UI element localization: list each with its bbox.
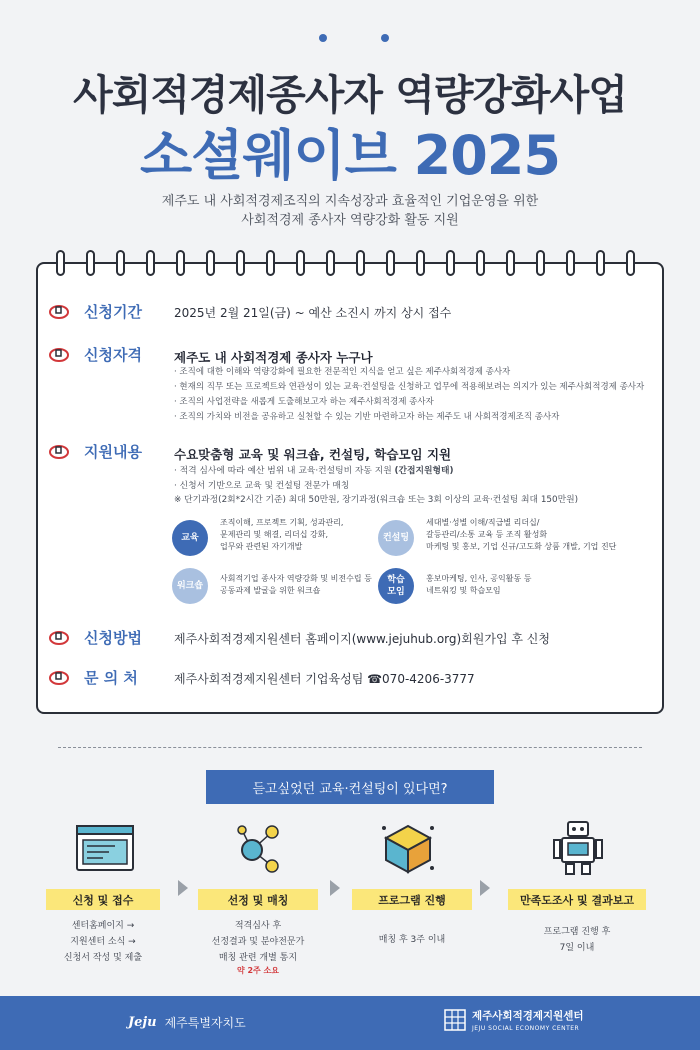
binder-ring <box>176 250 185 276</box>
jeju-sec-logo: 제주사회적경제지원센터 JEJU SOCIAL ECONOMY CENTER <box>444 1008 584 1032</box>
category-study-group-desc: 홍보마케팅, 인사, 공익활동 등 네트워킹 및 학습모임 <box>426 574 532 595</box>
category-study-group-badge: 학습 모임 <box>378 568 414 604</box>
category-education-badge: 교육 <box>172 520 208 556</box>
category-workshop-desc: 사회적기업 종사자 역량강화 및 비전수립 등 공동과제 발굴을 위한 워크숍 <box>220 574 372 595</box>
binder-ring <box>506 250 515 276</box>
dot-left <box>319 34 327 42</box>
binder-ring <box>86 250 95 276</box>
binder-ring <box>626 250 635 276</box>
binder-ring <box>476 250 485 276</box>
robot-icon <box>548 818 608 878</box>
contact-label: 문 의 처 <box>84 669 138 687</box>
binder-ring <box>206 250 215 276</box>
list-item: · 조직의 가치와 비전을 공유하고 실천할 수 있는 기반 마련하고자 하는 제주도 내 사회적경제조직 종사자 <box>174 410 654 425</box>
eligibility-list <box>174 365 654 425</box>
binder-ring <box>266 250 275 276</box>
contact-text: 제주사회적경제지원센터 기업육성팀 ☎070-4206-3777 <box>174 672 475 686</box>
browser-window-icon <box>75 818 135 878</box>
center-logo-icon <box>444 1009 466 1031</box>
network-nodes-icon <box>230 818 290 878</box>
page-title: 사회적경제종사자 역량강화사업 <box>73 71 627 119</box>
paperclip-icon <box>48 304 70 320</box>
paperclip-icon <box>48 670 70 686</box>
binder-ring <box>296 250 305 276</box>
cube-icon <box>378 818 438 878</box>
footer <box>0 996 700 1050</box>
binder-ring <box>386 250 395 276</box>
support-label: 지원내용 <box>84 443 142 461</box>
binder-ring <box>326 250 335 276</box>
step-apply-desc: 센터홈페이지 → 지원센터 소식 → 신청서 작성 및 제출 <box>63 921 143 963</box>
binder-ring <box>566 250 575 276</box>
step-report-desc: 프로그램 진행 후 7일 이내 <box>543 927 611 953</box>
decorative-dots <box>0 34 700 46</box>
category-consulting-badge: 컨설팅 <box>378 520 414 556</box>
binder-ring <box>236 250 245 276</box>
binder-rings <box>56 250 646 278</box>
info-card <box>36 262 664 714</box>
step-match-desc: 적격심사 후 선정결과 및 분야전문가 매칭 관련 개별 통지 <box>211 921 305 963</box>
binder-ring <box>356 250 365 276</box>
category-education-desc: 조직이해, 프로젝트 기획, 성과관리, 문제관리 및 해결, 리더십 강화, 업무와 관련된 자기개발 <box>220 518 344 551</box>
page-title-brand: 소셜웨이브 2025 <box>140 124 560 187</box>
step-arrow <box>178 880 188 896</box>
category-consulting-desc: 세대별·성별 이해/직급별 리더십/ 갈등관리/소통 교육 등 조직 활성화 마케팅 및 홍보, 기업 신규/고도화 상품 개발, 기업 진단 <box>426 518 617 551</box>
section-divider <box>58 747 642 748</box>
jeju-province-logo: Jeju 제주특별자치도 <box>128 1015 246 1030</box>
category-workshop-badge: 워크숍 <box>172 568 208 604</box>
step-match-duration: 약 2주 소요 <box>236 966 280 975</box>
step-report-label: 만족도조사 및 결과보고 <box>508 889 646 910</box>
period-label: 신청기간 <box>84 303 142 321</box>
paperclip-icon <box>48 444 70 460</box>
list-item: · 신청서 기반으로 교육 및 컨설팅 전문가 매칭 <box>174 479 654 494</box>
binder-ring <box>536 250 545 276</box>
binder-ring <box>446 250 455 276</box>
step-arrow <box>480 880 490 896</box>
support-note: ※ 단기과정(2회*2시간 기준) 최대 50만원, 장기과정(워크숍 또는 3회 이상의 교육·컨설팅 최대 150만원) <box>174 495 579 505</box>
binder-ring <box>56 250 65 276</box>
method-text: 제주사회적경제지원센터 홈페이지(www.jejuhub.org)회원가입 후 신청 <box>174 632 550 646</box>
list-item: · 조직의 사업전략을 새롭게 도출해보고자 하는 제주사회적경제 종사자 <box>174 395 654 410</box>
step-program-label: 프로그램 진행 <box>352 889 472 910</box>
step-program-desc: 매칭 후 3주 이내 <box>378 935 446 945</box>
page-subtitle: 제주도 내 사회적경제조직의 지속성장과 효율적인 기업운영을 위한 사회적경제 종사자 역량강화 활동 지원 <box>161 194 539 228</box>
step-arrow <box>330 880 340 896</box>
eligibility-headline: 제주도 내 사회적경제 종사자 누구나 <box>174 350 373 365</box>
paperclip-icon <box>48 630 70 646</box>
binder-ring <box>416 250 425 276</box>
binder-ring <box>596 250 605 276</box>
process-banner: 듣고싶었던 교육·컨설팅이 있다면? <box>206 770 494 804</box>
step-match-label: 선정 및 매칭 <box>198 889 318 910</box>
period-text: 2025년 2월 21일(금) ~ 예산 소진시 까지 상시 접수 <box>174 306 452 320</box>
list-item: · 조직에 대한 이해와 역량강화에 필요한 전문적인 지식을 얻고 싶은 제주사회적경제 종사자 <box>174 365 654 380</box>
list-item: · 현재의 직무 또는 프로젝트와 연관성이 있는 교육·컨설팅을 신청하고 업무에 적용해보려는 의지가 있는 제주사회적경제 종사자 <box>174 380 654 395</box>
support-list <box>174 464 654 494</box>
method-label: 신청방법 <box>84 629 142 647</box>
binder-ring <box>146 250 155 276</box>
step-apply-label: 신청 및 접수 <box>46 889 160 910</box>
eligibility-label: 신청자격 <box>84 346 142 364</box>
list-item: · 적격 심사에 따라 예산 범위 내 교육·컨설팅비 자동 지원 (간접지원형태) <box>174 464 654 479</box>
binder-ring <box>116 250 125 276</box>
paperclip-icon <box>48 347 70 363</box>
support-headline: 수요맞춤형 교육 및 워크숍, 컨설팅, 학습모임 지원 <box>174 447 452 462</box>
dot-right <box>381 34 389 42</box>
